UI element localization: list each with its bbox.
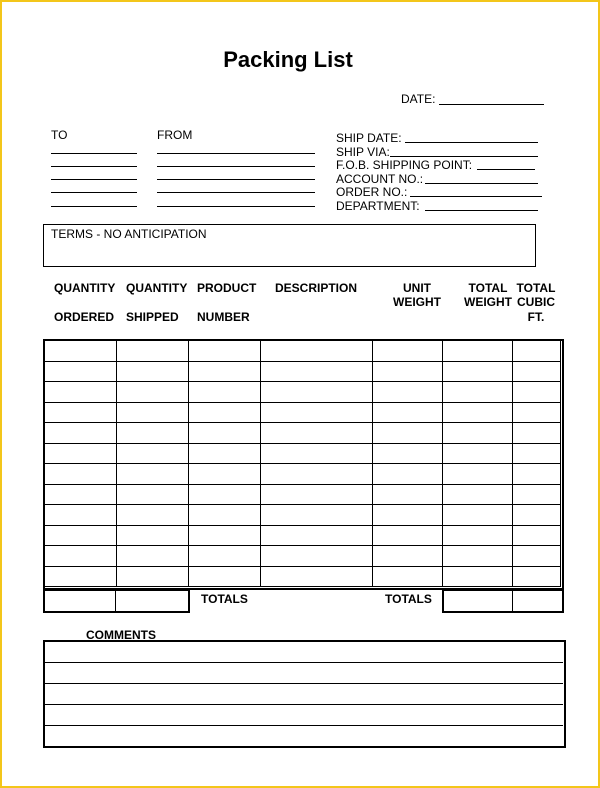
table-cell[interactable]: [260, 566, 373, 587]
table-cell[interactable]: [188, 546, 260, 567]
table-cell[interactable]: [45, 361, 117, 382]
table-cell[interactable]: [513, 443, 561, 464]
table-cell[interactable]: [45, 566, 117, 587]
table-cell[interactable]: [45, 341, 117, 362]
from-line[interactable]: [157, 192, 315, 193]
table-cell[interactable]: [116, 341, 188, 362]
totals-left-divider: [115, 590, 116, 611]
table-cell[interactable]: [188, 423, 260, 444]
totals-left-box: [43, 589, 190, 613]
page-title: Packing List: [223, 47, 353, 72]
from-line[interactable]: [157, 179, 315, 180]
table-cell[interactable]: [373, 443, 443, 464]
table-cell[interactable]: [116, 402, 188, 423]
table-cell[interactable]: [188, 443, 260, 464]
comments-line[interactable]: [44, 725, 563, 726]
table-cell[interactable]: [116, 484, 188, 505]
table-cell[interactable]: [373, 423, 443, 444]
table-cell[interactable]: [116, 525, 188, 546]
ship-via-field[interactable]: [390, 156, 538, 157]
to-line[interactable]: [51, 166, 137, 167]
col-header-total-cubic-ft: TOTAL: [516, 281, 556, 295]
col-header-unit-weight: WEIGHT: [393, 295, 441, 309]
table-cell[interactable]: [188, 566, 260, 587]
table-cell[interactable]: [443, 341, 513, 362]
col-header-total-cubic-ft: CUBIC: [517, 295, 555, 309]
table-cell[interactable]: [116, 382, 188, 403]
table-cell[interactable]: [443, 361, 513, 382]
table-cell[interactable]: [443, 464, 513, 485]
table-cell[interactable]: [260, 341, 373, 362]
order-no-label: ORDER NO.:: [336, 185, 408, 199]
ship-via-label: SHIP VIA:: [336, 145, 390, 159]
to-label: TO: [51, 128, 68, 142]
table-row: [45, 484, 561, 505]
from-label: FROM: [157, 128, 193, 142]
table-cell[interactable]: [45, 484, 117, 505]
from-line[interactable]: [157, 166, 315, 167]
table-cell[interactable]: [45, 443, 117, 464]
table-cell[interactable]: [45, 546, 117, 567]
table-cell[interactable]: [373, 382, 443, 403]
table-cell[interactable]: [45, 505, 117, 526]
department-label: DEPARTMENT:: [336, 199, 420, 213]
table-cell[interactable]: [373, 505, 443, 526]
table-cell[interactable]: [116, 443, 188, 464]
col-header-qty-shipped: SHIPPED: [126, 310, 179, 324]
table-cell[interactable]: [443, 402, 513, 423]
table-cell[interactable]: [260, 382, 373, 403]
table-row: [45, 546, 561, 567]
table-cell[interactable]: [188, 484, 260, 505]
col-header-total-cubic-ft: FT.: [527, 310, 545, 324]
table-cell[interactable]: [188, 505, 260, 526]
ship-date-label: SHIP DATE:: [336, 131, 402, 145]
table-row: [45, 402, 561, 423]
table-cell[interactable]: [373, 525, 443, 546]
table-cell[interactable]: [116, 464, 188, 485]
table-row: [45, 566, 561, 587]
table-cell[interactable]: [513, 546, 561, 567]
table-cell[interactable]: [45, 402, 117, 423]
account-no-field[interactable]: [425, 183, 538, 184]
table-cell[interactable]: [513, 341, 561, 362]
table-cell[interactable]: [443, 525, 513, 546]
col-header-total-weight: TOTAL: [468, 281, 508, 295]
packing-list-page: [2, 2, 598, 786]
table-cell[interactable]: [260, 443, 373, 464]
from-line[interactable]: [157, 206, 315, 207]
col-header-unit-weight: UNIT: [403, 281, 431, 295]
table-cell[interactable]: [45, 464, 117, 485]
to-line[interactable]: [51, 153, 137, 154]
col-header-product-number: PRODUCT: [197, 281, 257, 295]
table-cell[interactable]: [116, 505, 188, 526]
table-cell[interactable]: [45, 525, 117, 546]
order-no-field[interactable]: [410, 196, 542, 197]
table-row: [45, 464, 561, 485]
table-cell[interactable]: [373, 464, 443, 485]
table-cell[interactable]: [188, 382, 260, 403]
table-cell[interactable]: [188, 402, 260, 423]
comments-box[interactable]: [43, 640, 566, 748]
to-line[interactable]: [51, 192, 137, 193]
table-cell[interactable]: [443, 505, 513, 526]
table-cell[interactable]: [188, 341, 260, 362]
table-cell[interactable]: [260, 505, 373, 526]
table-cell[interactable]: [260, 423, 373, 444]
table-cell[interactable]: [116, 423, 188, 444]
table-cell[interactable]: [513, 525, 561, 546]
table-cell[interactable]: [443, 546, 513, 567]
table-cell[interactable]: [116, 361, 188, 382]
table-row: [45, 361, 561, 382]
col-header-qty-ordered: ORDERED: [54, 310, 115, 324]
col-header-total-weight: WEIGHT: [464, 295, 512, 309]
table-cell[interactable]: [443, 566, 513, 587]
table-cell[interactable]: [513, 423, 561, 444]
table-cell[interactable]: [513, 464, 561, 485]
col-header-qty-shipped: QUANTITY: [126, 281, 188, 295]
table-cell[interactable]: [513, 382, 561, 403]
totals-right-label: TOTALS: [385, 592, 432, 606]
table-cell[interactable]: [443, 443, 513, 464]
table-row: [45, 382, 561, 403]
from-line[interactable]: [157, 153, 315, 154]
table-cell[interactable]: [443, 423, 513, 444]
table-row: [45, 505, 561, 526]
totals-right-box: [442, 589, 564, 613]
table-cell[interactable]: [373, 566, 443, 587]
table-cell[interactable]: [188, 464, 260, 485]
comments-line[interactable]: [44, 704, 563, 705]
table-cell[interactable]: [45, 382, 117, 403]
table-cell[interactable]: [260, 464, 373, 485]
table-row: [45, 423, 561, 444]
col-header-qty-ordered: QUANTITY: [54, 281, 116, 295]
table-cell[interactable]: [373, 341, 443, 362]
table-cell[interactable]: [373, 361, 443, 382]
table-cell[interactable]: [373, 402, 443, 423]
to-line[interactable]: [51, 206, 137, 207]
table-cell[interactable]: [188, 361, 260, 382]
items-table: [44, 340, 561, 587]
totals-left-label: TOTALS: [201, 592, 248, 606]
table-cell[interactable]: [260, 525, 373, 546]
table-cell[interactable]: [188, 525, 260, 546]
table-cell[interactable]: [260, 402, 373, 423]
table-cell[interactable]: [260, 361, 373, 382]
table-cell[interactable]: [116, 566, 188, 587]
table-cell[interactable]: [513, 402, 561, 423]
table-cell[interactable]: [443, 484, 513, 505]
comments-label: COMMENTS: [86, 628, 156, 642]
table-cell[interactable]: [443, 382, 513, 403]
table-cell[interactable]: [260, 484, 373, 505]
table-cell[interactable]: [373, 546, 443, 567]
fob-field[interactable]: [477, 169, 535, 170]
table-cell[interactable]: [260, 546, 373, 567]
table-row: [45, 443, 561, 464]
terms-text: TERMS - NO ANTICIPATION: [51, 227, 207, 241]
table-cell[interactable]: [45, 423, 117, 444]
date-field[interactable]: [439, 104, 544, 105]
fob-label: F.O.B. SHIPPING POINT:: [336, 158, 473, 172]
to-line[interactable]: [51, 179, 137, 180]
table-cell[interactable]: [513, 361, 561, 382]
comments-line[interactable]: [44, 683, 563, 684]
col-header-product-number: NUMBER: [197, 310, 250, 324]
account-no-label: ACCOUNT NO.:: [336, 172, 424, 186]
table-row: [45, 341, 561, 362]
table-cell[interactable]: [116, 546, 188, 567]
col-header-description: DESCRIPTION: [275, 281, 358, 295]
department-field[interactable]: [425, 210, 538, 211]
date-label: DATE:: [401, 92, 436, 106]
table-cell[interactable]: [373, 484, 443, 505]
terms-box: [43, 224, 536, 267]
totals-right-divider: [512, 590, 513, 611]
table-cell[interactable]: [513, 566, 561, 587]
comments-line[interactable]: [44, 662, 563, 663]
table-cell[interactable]: [513, 505, 561, 526]
table-cell[interactable]: [513, 484, 561, 505]
ship-date-field[interactable]: [405, 142, 538, 143]
table-row: [45, 525, 561, 546]
